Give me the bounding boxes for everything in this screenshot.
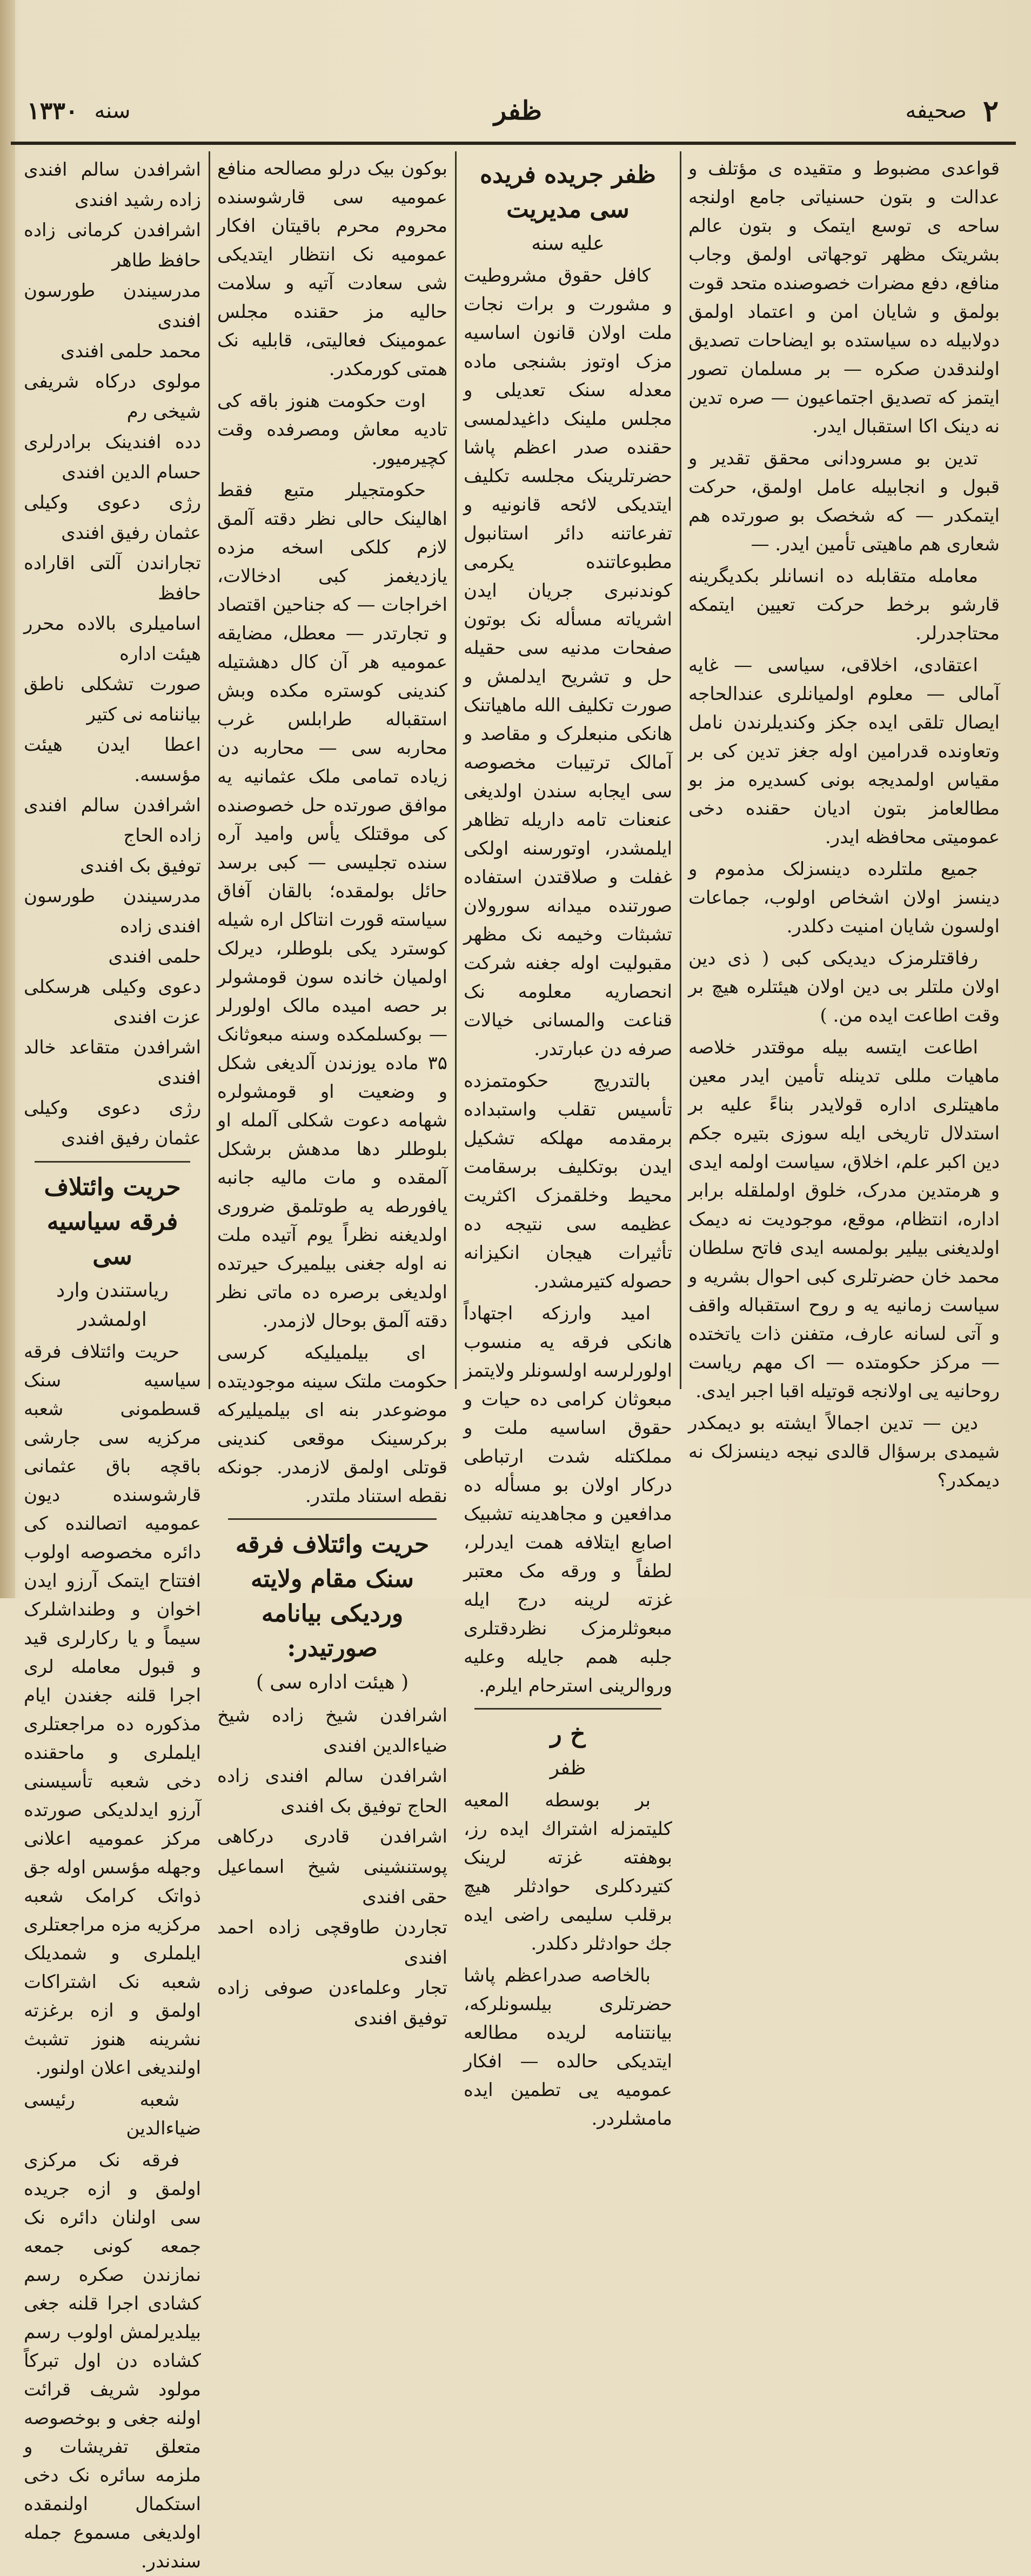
section-title: ظفر [550, 1757, 586, 1779]
list-item: دده افندینک برادرلری حسام الدین افندی [24, 431, 201, 483]
paragraph: اطاعت ایتسه بیله موقتدر خلاصه ماهیات مللی تدینله تأمین ایدر معین ماهیتلری اداره قولایدر بناءً علیه بر استدلال تاریخی ایله سوزی بتیره جکم دین اکبر علم، اخلاق، سیاست اولمه ایدی و هرمتدین مدرک، خلوق اولملقله برابر اداره، انتظام، موقع، موجودیت نه دیمک اولدیغنی بیلیر بولمسه ایدی فاتح سلطان محمد خان حضرتلری کبی احوال بشریه و سیاست زمانیه یه و روح استقباله واقف و آتی لسانه عارف، متفنن ذات یاتختده — مرکز حکومتده — اک مهم ریاست روحانیه یی اولانجه قوتیله اقبا اجبر ایدی. [688, 1037, 1000, 1402]
list-item: تجاراندن آلتی اقاراده حافظ [24, 552, 201, 604]
page-number: ۲ [982, 94, 999, 128]
list-item: مدرسیندن طورسون افندی [24, 280, 201, 332]
page-indicator [905, 94, 999, 128]
column-4 [17, 151, 207, 2572]
column-3 [211, 151, 454, 2029]
list-item: اشرافدن سالم افندی زاده الحاج توفیق بک افندی [217, 1765, 447, 1817]
section-heading: حریت وائتلاف فرقه سنک مقام ولایته وردیکی بیانامه صورتیدر: [235, 1531, 430, 1662]
list-item: رژی دعوی وکیلی عثمان رفیق افندی [24, 492, 201, 544]
list-item: اسامیلری بالاده محرر هیئت اداره [24, 613, 201, 665]
section-divider [474, 1708, 661, 1710]
letter-subheading: علیه سنه [531, 232, 605, 255]
list-item: اشرافدن متقاعد خالد افندی [24, 1037, 201, 1089]
paragraph: بالخاصه صدراعظم پاشا حضرتلری بیلسونلرکه، بیانتنامه لریده مطالعه ایتدیکی حالده — افکار عمومیه یی تطمین ایده مامشلردر. [464, 1965, 672, 2130]
paragraph: فرقه نک مرکزی اولمق و ازه جریده سی اولنان دائره نک جمعه کونی جمعه نمازندن صکره رسم کشادی اجرا قلنه جغی بیلدیرلمش اولوب رسم کشاده دن اول تبرکاً مولود شریف قرائت اولنه جغی و بوخصوصه متعلق تفریشات و ملزمه سائره نک دخی استکمال اولنمقده اولدیغی مسموع جمله سندندر. [24, 2150, 201, 2572]
list-item: اعطا ایدن هیئت مؤسسه. [24, 734, 201, 786]
list-item: مولوی درکاه شریفی شیخی رم [24, 371, 201, 423]
paragraph: اوت حکومت هنوز باقه کی تادیه معاش ومصرفده وقت کچیرمیور. [217, 390, 447, 469]
list-item: تجاردن طاوقچی زاده احمد افندی [217, 1917, 447, 1968]
paragraph: بر بوسطه المعیه کلیتمزله اشتراك ایده رز، بوهفته غزته لرینک کتیردکلری حوادثلر هیچ برقلب سلیمی راضی ایده جك حوادثلر دکلدر. [464, 1790, 672, 1954]
masthead-rule [11, 142, 1016, 145]
member-list [24, 155, 201, 1153]
issue-label: سنه [94, 98, 131, 123]
section-heading: حریت وائتلاف فرقه سیاسیه سی [44, 1173, 181, 1270]
paragraph: امید وارزکه اجتهاداً هانکی فرقه یه منسوب اولورلرسه اولسونلر ولایتمز مبعوثان کرامی ده حیات و حقوق اساسیه ملت و مملکتله شدت ارتباطی دركار اولان بو مسأله ده مدافعین و مجاهدینه تشبیک اصابع ایتلافه همت ایدرلر، لطفاً و ورقه مک معتبر غزته لرینه درج ایله مبعوثلرمزک نظردقتلری جلبه همم جایله وعلیه وروالرینی استرحام ایلرم. [464, 1303, 672, 1697]
paragraph: حریت وائتلاف فرقه سیاسیه سنک قسطمونی شعبه مرکزیه سی جارشی باقچه باق عثمانی قارشوسنده دیون عمومیه اتصالنده کی دائره مخصوصه اولوب افتتاح ایتمک آرزو ایدن اخوان و وطنداشلرک سیماً و یا رکارلری قید و قبول معامله لری اجرا قلنه جغندن ایام مذکوره ده مراجعتلری ایلملری و ماحقنده دخی شعبه تأسیسنی آرزو ایدلدیکی صورتده مرکز عمومیه اعلانی وجهله مؤسس اوله جق ذواتک کرامک شعبه مرکزیه مزه مراجعتلری ایلملری و شمدیلک شعبه نک اشتراکات اولمق و ازه برغزته نشرینه هنوز تشبث اولندیغی اعلان اولنور. [24, 1341, 201, 2079]
masthead [11, 92, 1020, 130]
issue-year: ۱۳۳۰ [27, 97, 78, 125]
paragraph: معامله متقابله ده انسانلر بکدیگرینه قارشو برخط حرکت تعیین ایتمکه محتاجدرلر. [688, 565, 1000, 644]
page-label: صحیفه [905, 98, 967, 123]
column-2 [457, 151, 679, 2130]
list-item: تجار وعلماءدن صوفی زاده توفیق افندی [217, 1977, 447, 2029]
paragraph: قواعدی مضبوط و متقیده ی مؤتلف و عدالت و بتون حسنیاتی جامع اولنجه ساحه ی توسع ایتمک و بتون عالم بشریتک مظهر توجهاتی اولمق وجاب منافع، دفع مضرات خصوصنده متحد قوت بولمق و شایان امن و اعتماد اولمق دولابیله ده سیاستده بو ایضاحات تصدیق اولندقدن صکره — بر مسلمان تصور ایتمز که تصدیق اجتماعیون — صره تدین نه دینک اکا استقبال ایدر. [688, 158, 1000, 437]
paragraph: شعبه رئیسی ضیاءالدین [24, 2089, 201, 2139]
list-item: اشرافدن کرمانی زاده حافظ طاهر [24, 219, 201, 271]
list-item: رژی دعوی وکیلی عثمان رفیق افندی [24, 1097, 201, 1149]
member-list [217, 1700, 447, 2033]
section-subheading: ( هیئت اداره سی ) [256, 1671, 409, 1693]
list-item: مدرسیندن طورسون افندی زاده [24, 885, 201, 937]
paragraph: جمیع ملتلرده دینسزلک مذموم و دینسز اولان اشخاص اولوب، جماعات اولسون شایان امنیت دکلدر. [688, 858, 1000, 937]
newspaper-title: ظفر [494, 96, 542, 126]
section-subheading: ریاستندن وارد اولمشدر [56, 1279, 169, 1331]
paragraph: اعتقادی، اخلاقی، سیاسی — غایه آمالی — معلوم اولمیانلری عندالحاجه ایصال تلقی ایده جکز وکندیلرندن نامل وتعاونده قدرامین اوله جغز تدین کی بر مقیاس اولمدیجه بونی کسدیره مز بو مطالعامز بتون ادیان حقنده دخی عمومیتی محافظه ایدر. [688, 655, 1000, 848]
section-marker: خ ر [550, 1720, 586, 1748]
paragraph: ای بیلمیلیکه کرسی حکومت ملتک سینه موجودیتده موضوعدر بنه ای بیلمیلیرکه برکرسینک موقعی کندینی قوتلی اولمق لازمدر. جونکه نقطه استناد ملتدر. [217, 1342, 447, 1507]
list-item: دعوی وکیلی هرسکلی عزت افندی [24, 976, 201, 1028]
section-divider [228, 1518, 437, 1520]
section-divider [35, 1161, 190, 1163]
list-item: اشرافدن سالم افندی زاده الحاج [24, 795, 201, 846]
paragraph: تدین بو مسرودانی محقق تقدیر و قبول و انجابیله عامل اولمق، حرکت ایتمکدر — که شخصک بو صورتده هم شعاری هم ماهیتی تأمین ایدر. — [688, 448, 1000, 555]
paragraph: بالتدریج حکومتمزده تأسیس تقلب واستبداده برمقدمه مهلکه تشکیل ایدن بوتکلیف برسقامت محیط وخلقمزک اکثریت عظیمه سی نتیجه ده تأثیرات هیجان انکیزانه حصوله کتیرمشدر. [464, 1070, 672, 1292]
list-item: محمد حلمی افندی [61, 341, 201, 362]
issue-indicator [27, 97, 131, 125]
paragraph: کافل حقوق مشروطیت و مشورت و برات نجات ملت اولان قانون اساسیه مزک اوتوز بشنجی ماده معدله سنک تعدیلی و مجلس ملینک داغیدلمسی حقنده صدر اعظم پاشا حضرتلرینک مجلسه تکلیف ایتدیکی لائحه قانونیه و تفرعاتنه دائر استانبول مطبوعاتنده یکرمی کوندنبری جریان ایدن اشریاته مسأله نک بوتون صفحات مدنیه سی حقیله حل و تشریح ایدلمش و صورت تکلیف الله ماهیاتنک هانکی منبعلرک و مقاصد و آمالک ترتیبات مخصوصه سی ایجابه سندن اولدیغی عنعنات تامه داریله تظاهر ایلمشدر، اوتورسنه اولکی غفلت و صلاقتدن استفاده صورتنده میدانه سورولان تشبثات وخیمه نک مظهر مقبولیت اوله جغنه شرکت انحصاریه معلومه نک قناعت والمسانی خیالات صرفه دن عبارتدر. [464, 265, 672, 1060]
list-item: اشرافدن سالم افندی زاده رشید افندی [24, 159, 201, 211]
paragraph: حکومتجیلر متبع فقط اهالینک حالی نظر دقته آلمق لازم کلکی اسخه مزده یازدیغمز کبی ادخالات، اخراجات — که جناحین اقتصاد و تجارتدر — معطل، مضایقه عمومیه هر آن کال دهشتیله کندینی کوستره مکده وبش استقباله طرابلس غرب محاربه سی — محاربه دن زیاده تمامی ملک عثمانیه یه موافق صورتده حل خصوصنده کی موقتلک یأس وامید آره سنده تجلیسی — کبی برسد حائل بولمقده؛ بالقان آفاق سیاسته قورت انتاکل اره شیله کوسترد یکی بلوطلر، دیرلک اولمیان خانده سون قومشولر بر حصه امیده مالک اولورلر — بوکسلمکده وسنه مبعوثانک ۳۵ ماده یوزندن آلدیغی شکل و وضعیت او قومشولره شهامه دعوت شکلی آلمله او بلوطلر دها مدهش برشکل آلمقده و مات مالیه جانبه یافورطه یه طوتلمق ضروری اولدیغنه نظراً یوم آتیده ملت نه اوله جغنی بیلمیرک حیرتده اولدیغی برصره ده ماتی نظر دقته آلمق بوحال لازمدر. [217, 479, 447, 1332]
list-item: حلمی افندی [108, 946, 201, 967]
paragraph: رفاقتلرمزک دیدیکی کبی ( ذی دین اولان ملتلر بی دین اولان هیئتلره هیچ بر وقت اطاعت ایده من. ) [688, 947, 1000, 1026]
list-item: صورت تشکلی ناطق بیاننامه نی کتیر [24, 673, 201, 725]
list-item: اشرافدن قادری درکاهی پوستنشینی شیخ اسماعیل حقی افندی [217, 1826, 447, 1908]
paragraph: بوکون بیک درلو مصالحه منافع عمومیه سی قارشوسنده محروم محرم باقیتان افکار عمومیه نک انتظار ایتدیکی شی سعادت آتیه و سلامت حالیه مز حقنده مجلس عمومینک فعالیتی، قابلیه نک همتی کورمکدر. [217, 158, 447, 380]
list-item: اشرافدن شیخ زاده شیخ ضیاءالدین افندی [217, 1705, 447, 1757]
list-item: توفیق بک افندی [80, 855, 201, 877]
letter-heading: ظفر جریده فریده سی مدیریت [480, 161, 656, 223]
column-1 [682, 151, 1006, 1535]
columns [0, 151, 1010, 2572]
paragraph: دین — تدین اجمالاً ایشته بو دیمکدر شیمدی برسؤال قالدی نیجه دینسزلک نه دیمکدر؟ [688, 1412, 1000, 1491]
